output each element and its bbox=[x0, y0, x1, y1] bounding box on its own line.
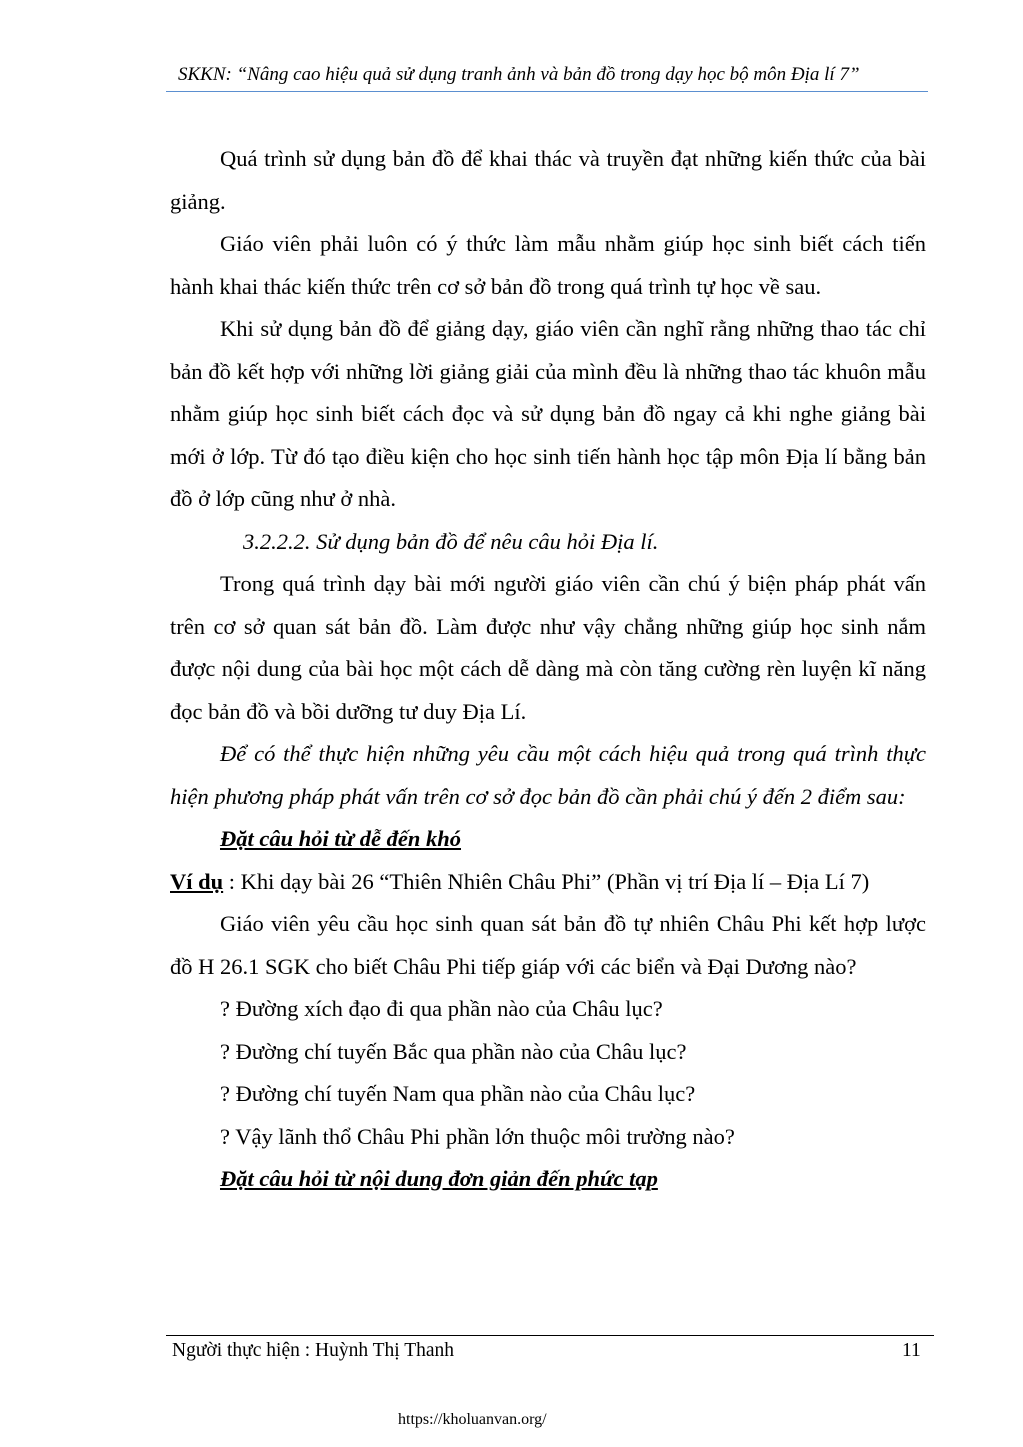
heading-easy-to-hard bbox=[170, 818, 926, 861]
question-3: ? Đường chí tuyến Nam qua phần nào của Châu lục? bbox=[220, 1081, 696, 1106]
paragraph-2: Giáo viên phải luôn có ý thức làm mẫu nhằm giúp học sinh biết cách tiến hành khai thác kiến thức trên cơ sở bản đồ trong quá trình tự học về sau. bbox=[170, 231, 926, 299]
paragraph-5: Để có thể thực hiện những yêu cầu một cách hiệu quả trong quá trình thực hiện phương pháp phát vấn trên cơ sở đọc bản đồ cần phải chú ý đến 2 điểm sau: bbox=[170, 741, 926, 809]
section-subheading: 3.2.2.2. Sử dụng bản đồ để nêu câu hỏi Địa lí. bbox=[243, 528, 659, 554]
question-1: ? Đường xích đạo đi qua phần nào của Châu lục? bbox=[220, 996, 663, 1021]
footer-author: Người thực hiện : Huỳnh Thị Thanh bbox=[172, 1340, 455, 1361]
page-number: 11 bbox=[902, 1340, 921, 1361]
footer-divider bbox=[166, 1335, 934, 1336]
paragraph-4: Trong quá trình dạy bài mới người giáo viên cần chú ý biện pháp phát vấn trên cơ sở quan sát bản đồ. Làm được như vậy chẳng những giúp học sinh nắm được nội dung của bài học một cách dễ dàng mà còn tăng cường rèn luyện kĩ năng đọc bản đồ và bồi dưỡng tư duy Địa Lí. bbox=[170, 571, 926, 724]
question-4: ? Vậy lãnh thổ Châu Phi phần lớn thuộc môi trường nào? bbox=[220, 1123, 735, 1149]
example-label: Ví dụ bbox=[170, 868, 224, 894]
paragraph-1: Quá trình sử dụng bản đồ để khai thác và truyền đạt những kiến thức của bài giảng. bbox=[170, 146, 926, 214]
header-divider bbox=[166, 91, 928, 92]
heading-simple-to-complex-text: Đặt câu hỏi từ nội dung đơn giản đến phức tạp bbox=[220, 1166, 658, 1191]
heading-simple-to-complex bbox=[170, 1158, 926, 1201]
example-line bbox=[170, 861, 926, 904]
question-2: ? Đường chí tuyến Bắc qua phần nào của Châu lục? bbox=[220, 1038, 687, 1064]
running-header: SKKN: “Nâng cao hiệu quả sử dụng tranh ảnh và bản đồ trong dạy học bộ môn Địa lí 7” bbox=[178, 64, 860, 85]
footer-url[interactable]: https://kholuanvan.org/ bbox=[398, 1411, 547, 1428]
paragraph-6: Giáo viên yêu cầu học sinh quan sát bản đồ tự nhiên Châu Phi kết hợp lược đồ H 26.1 SGK cho biết Châu Phi tiếp giáp với các biển và Đại Dương nào? bbox=[170, 911, 926, 979]
example-text: : Khi dạy bài 26 “Thiên Nhiên Châu Phi” (Phần vị trí Địa lí – Địa Lí 7) bbox=[223, 868, 870, 894]
heading-easy-to-hard-text: Đặt câu hỏi từ dễ đến khó bbox=[220, 826, 461, 851]
page-body bbox=[170, 138, 926, 1201]
paragraph-3: Khi sử dụng bản đồ để giảng dạy, giáo viên cần nghĩ rằng những thao tác chỉ bản đồ kết hợp với những lời giảng giải của mình đều là những thao tác khuôn mẫu nhằm giúp học sinh biết cách đọc và sử dụng bản đồ ngay cả khi nghe giảng bài mới ở lớp. Từ đó tạo điều kiện cho học sinh tiến hành học tập môn Địa lí bằng bản đồ ở lớp cũng như ở nhà. bbox=[170, 316, 926, 511]
